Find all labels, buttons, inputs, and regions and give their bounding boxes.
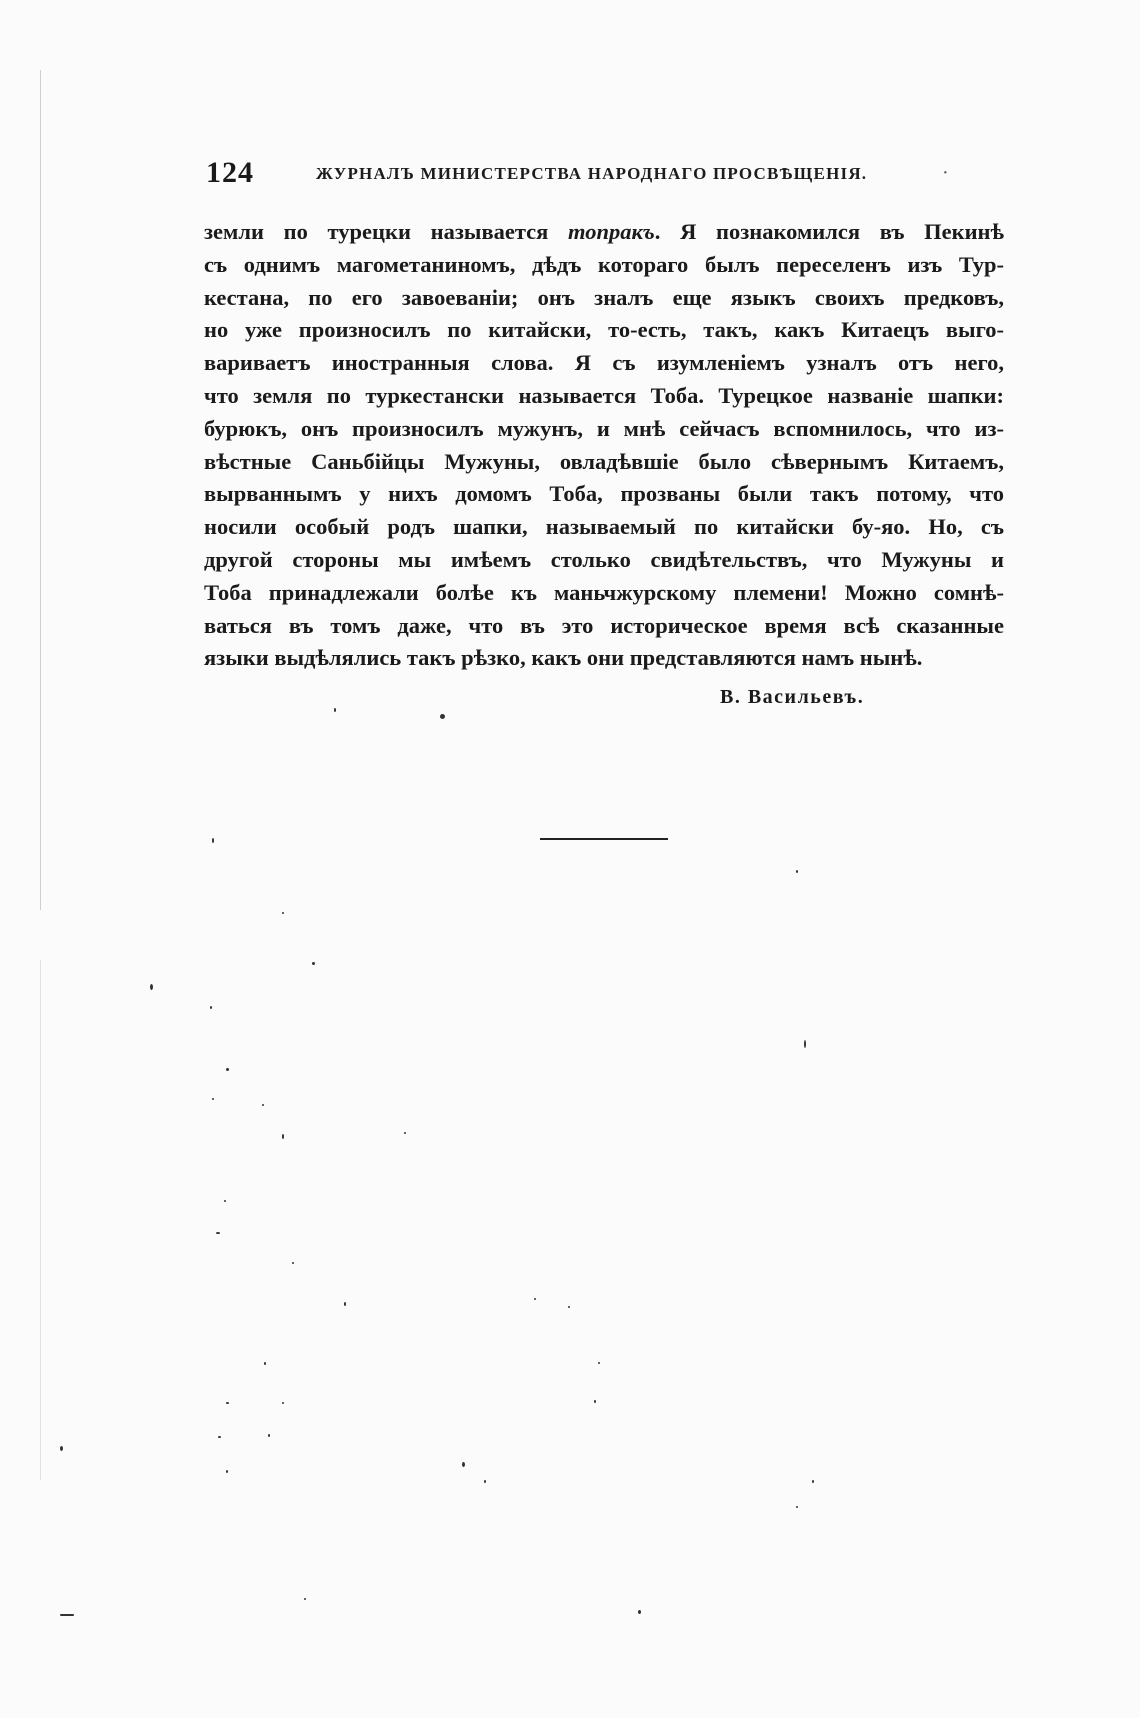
scan-speck [404, 1132, 406, 1134]
text-line: другой стороны мы имѣемъ столько свидѣтельствъ, что Мужуны и [204, 546, 1004, 572]
text-line: земли по турецки называется топракъ. Я познакомился въ Пекинѣ [204, 219, 1005, 244]
scan-speck [282, 912, 284, 914]
scan-speck [440, 714, 445, 719]
scan-speck [804, 1040, 806, 1048]
scan-speck [638, 1610, 641, 1614]
scan-speck [462, 1462, 465, 1467]
scan-speck [304, 1598, 306, 1600]
text-line: носили особый родъ шапки, называемый по китайски бу-яо. Но, съ [204, 514, 1004, 540]
text-line: кестана, по его завоеваніи; онъ зналъ еще языкъ своихъ предковъ, [204, 284, 1004, 310]
scan-speck [226, 1470, 228, 1473]
scan-speck [282, 1134, 284, 1139]
scan-speck [282, 1402, 284, 1404]
text-line: бурюкъ, онъ произносилъ мужунъ, и мнѣ сейчасъ вспомнилось, что из- [204, 415, 1004, 441]
scan-speck [334, 708, 336, 712]
text-line: вариваетъ иностранныя слова. Я съ изумленіемъ узналъ отъ него, [204, 350, 1004, 376]
page-header [206, 156, 966, 196]
scan-edge-line [40, 70, 41, 910]
scan-speck [812, 1480, 814, 1483]
scan-speck [218, 1436, 221, 1438]
scan-speck [210, 1006, 212, 1009]
scan-speck [534, 1298, 536, 1300]
scan-speck [312, 962, 315, 965]
header-speck: · [942, 162, 949, 184]
scan-speck [484, 1480, 486, 1483]
scan-speck [598, 1362, 600, 1364]
section-divider [540, 838, 668, 840]
text-line: языки выдѣлялись такъ рѣзко, какъ они представляются намъ нынѣ. [204, 645, 923, 671]
scan-speck [60, 1446, 63, 1451]
scan-speck [568, 1306, 570, 1308]
scan-speck [268, 1434, 270, 1437]
text-line: Тоба принадлежали болѣе къ маньчжурскому племени! Можно сомнѣ- [204, 579, 1004, 605]
scan-speck [264, 1362, 266, 1365]
scan-speck [796, 1506, 798, 1508]
scan-speck [216, 1232, 220, 1234]
scan-speck [212, 838, 214, 843]
scan-speck [344, 1302, 346, 1306]
text-line: что земля по туркестански называется Тоба. Турецкое названіе шапки: [204, 382, 1004, 408]
scan-speck [594, 1400, 596, 1403]
scan-speck [262, 1104, 264, 1106]
italic-word: топракъ [568, 219, 655, 244]
page-number: 124 [206, 156, 254, 189]
text-line: вырваннымъ у нихъ домомъ Тоба, прозваны были такъ потому, что [204, 481, 1004, 507]
scan-speck [224, 1200, 226, 1202]
scan-speck [292, 1262, 294, 1264]
text-line: съ однимъ магометаниномъ, дѣдъ котораго былъ переселенъ изъ Тур- [204, 251, 1004, 277]
scan-speck [150, 984, 153, 990]
author-signature: В. Васильевъ. [720, 686, 865, 708]
scan-speck [796, 870, 798, 873]
scan-speck [226, 1402, 229, 1404]
text-line: вѣстные Саньбійцы Мужуны, овладѣвшіе было сѣвернымъ Китаемъ, [204, 448, 1004, 474]
running-head: ЖУРНАЛЪ МИНИСТЕРСТВА НАРОДНАГО ПРОСВѢЩЕНІЯ. [316, 164, 868, 183]
text-line: ваться въ томъ даже, что въ это историческое время всѣ сказанные [204, 612, 1004, 638]
scan-speck [212, 1098, 214, 1100]
scan-speck [60, 1614, 74, 1616]
text-line: но уже произносилъ по китайски, то-есть, такъ, какъ Китаецъ выго- [204, 317, 1004, 343]
body-text [204, 216, 1004, 675]
scan-speck [226, 1068, 229, 1071]
scan-edge-line-lower [40, 960, 41, 1480]
